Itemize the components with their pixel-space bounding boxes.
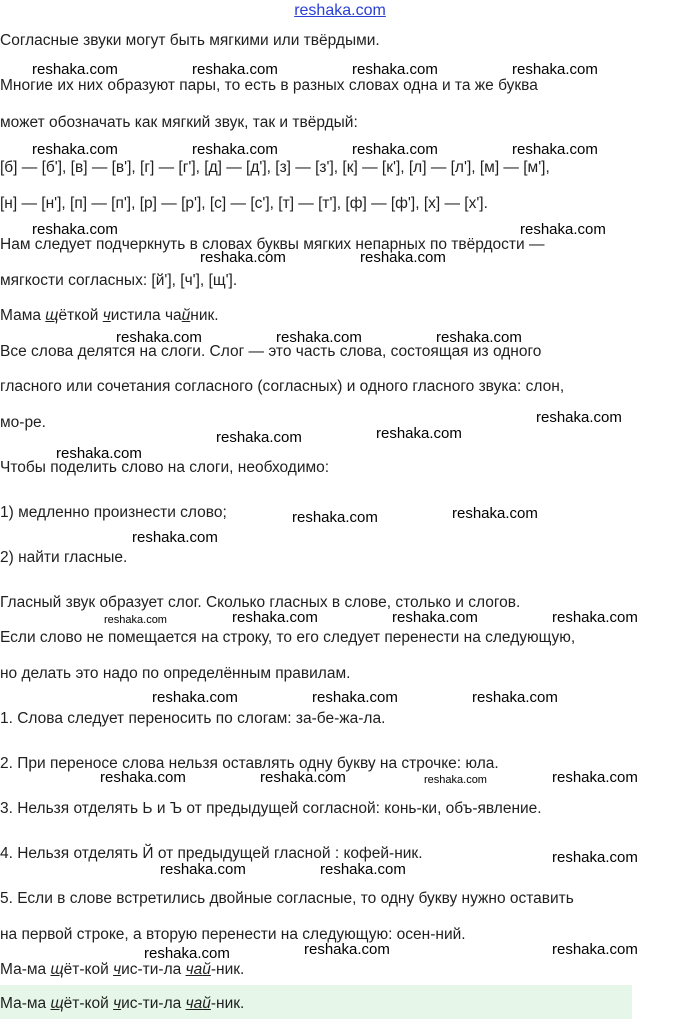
rule-item: 2. При переносе слова нельзя оставлять одну букву на строчке: юла. (0, 755, 499, 772)
watermark: reshaka.com (192, 141, 278, 158)
text-line: [н] — [н'], [п] — [п'], [р] — [р'], [с] — [с'], [т] — [т'], [ф] — [ф'], [х] — [х']. (0, 195, 488, 212)
watermark: reshaka.com (304, 941, 390, 958)
text-line: гласного или сочетания согласного (согласных) и одного гласного звука: слон, (0, 378, 565, 395)
watermark: reshaka.com (552, 849, 638, 866)
watermark: reshaka.com (360, 249, 446, 266)
watermark: reshaka.com (552, 609, 638, 626)
watermark: reshaka.com (436, 329, 522, 346)
watermark: reshaka.com (192, 61, 278, 78)
watermark: reshaka.com (452, 505, 538, 522)
text-line: Согласные звуки могут быть мягкими или твёрдыми. (0, 32, 380, 49)
watermark: reshaka.com (216, 429, 302, 446)
text-line: Многие их них образуют пары, то есть в разных словах одна и та же буква (0, 77, 538, 94)
answer-sentence: Ма-ма щёт-кой чис-ти-ла чай-ник. (0, 995, 245, 1012)
watermark: reshaka.com (56, 445, 142, 462)
text-line: но делать это надо по определённым правилам. (0, 665, 351, 682)
watermark: reshaka.com (552, 769, 638, 786)
text-line: Гласный звук образует слог. Сколько гласных в слове, столько и слогов. (0, 594, 521, 611)
watermark: reshaka.com (292, 509, 378, 526)
text-line: мягкости согласных: [й'], [ч'], [щ']. (0, 272, 238, 289)
list-item: 2) найти гласные. (0, 549, 128, 566)
watermark: reshaka.com (32, 61, 118, 78)
watermark: reshaka.com (472, 689, 558, 706)
text-line: Чтобы поделить слово на слоги, необходимо: (0, 459, 330, 476)
watermark: reshaka.com (232, 609, 318, 626)
rule-item: 1. Слова следует переносить по слогам: за-бе-жа-ла. (0, 710, 386, 727)
watermark: reshaka.com (552, 941, 638, 958)
watermark: reshaka.com (144, 945, 230, 962)
watermark: reshaka.com (104, 614, 167, 626)
watermark: reshaka.com (520, 221, 606, 238)
watermark: reshaka.com (312, 689, 398, 706)
header-watermark-link[interactable]: reshaka.com (294, 2, 386, 19)
watermark: reshaka.com (352, 61, 438, 78)
text-line: мо-ре. (0, 414, 46, 431)
rule-item: на первой строке, а вторую перенести на следующую: осен-ний. (0, 926, 466, 943)
text-line: может обозначать как мягкий звук, так и твёрдый: (0, 114, 358, 131)
text-line: [б] — [б'], [в] — [в'], [г] — [г'], [д] — [д'], [з] — [з'], [к] — [к'], [л] — [л'], [м] — [м'], (0, 159, 550, 176)
watermark: reshaka.com (32, 221, 118, 238)
watermark: reshaka.com (352, 141, 438, 158)
example-sentence-hyphenated: Ма-ма щёт-кой чис-ти-ла чай-ник. (0, 961, 245, 978)
watermark: reshaka.com (320, 861, 406, 878)
watermark: reshaka.com (424, 774, 487, 786)
watermark: reshaka.com (512, 61, 598, 78)
text-line: Если слово не помещается на строку, то его следует перенести на следующую, (0, 629, 576, 646)
text-line: Все слова делятся на слоги. Слог — это часть слова, состоящая из одного (0, 343, 542, 360)
watermark: reshaka.com (276, 329, 362, 346)
watermark: reshaka.com (160, 861, 246, 878)
watermark: reshaka.com (152, 689, 238, 706)
example-sentence: Мама щёткой чистила чайник. (0, 307, 219, 324)
watermark: reshaka.com (200, 249, 286, 266)
rule-item: 3. Нельзя отделять Ь и Ъ от предыдущей согласной: конь-ки, объ-явление. (0, 800, 542, 817)
rule-item: 5. Если в слове встретились двойные согласные, то одну букву нужно оставить (0, 890, 574, 907)
watermark: reshaka.com (32, 141, 118, 158)
list-item: 1) медленно произнести слово; (0, 504, 227, 521)
watermark: reshaka.com (512, 141, 598, 158)
watermark: reshaka.com (392, 609, 478, 626)
rule-item: 4. Нельзя отделять Й от предыдущей гласной : кофей-ник. (0, 845, 423, 862)
text-line: Нам следует подчеркнуть в словах буквы мягких непарных по твёрдости — (0, 236, 545, 253)
watermark: reshaka.com (260, 769, 346, 786)
watermark: reshaka.com (536, 409, 622, 426)
watermark: reshaka.com (100, 769, 186, 786)
watermark: reshaka.com (132, 529, 218, 546)
watermark: reshaka.com (116, 329, 202, 346)
watermark: reshaka.com (376, 425, 462, 442)
